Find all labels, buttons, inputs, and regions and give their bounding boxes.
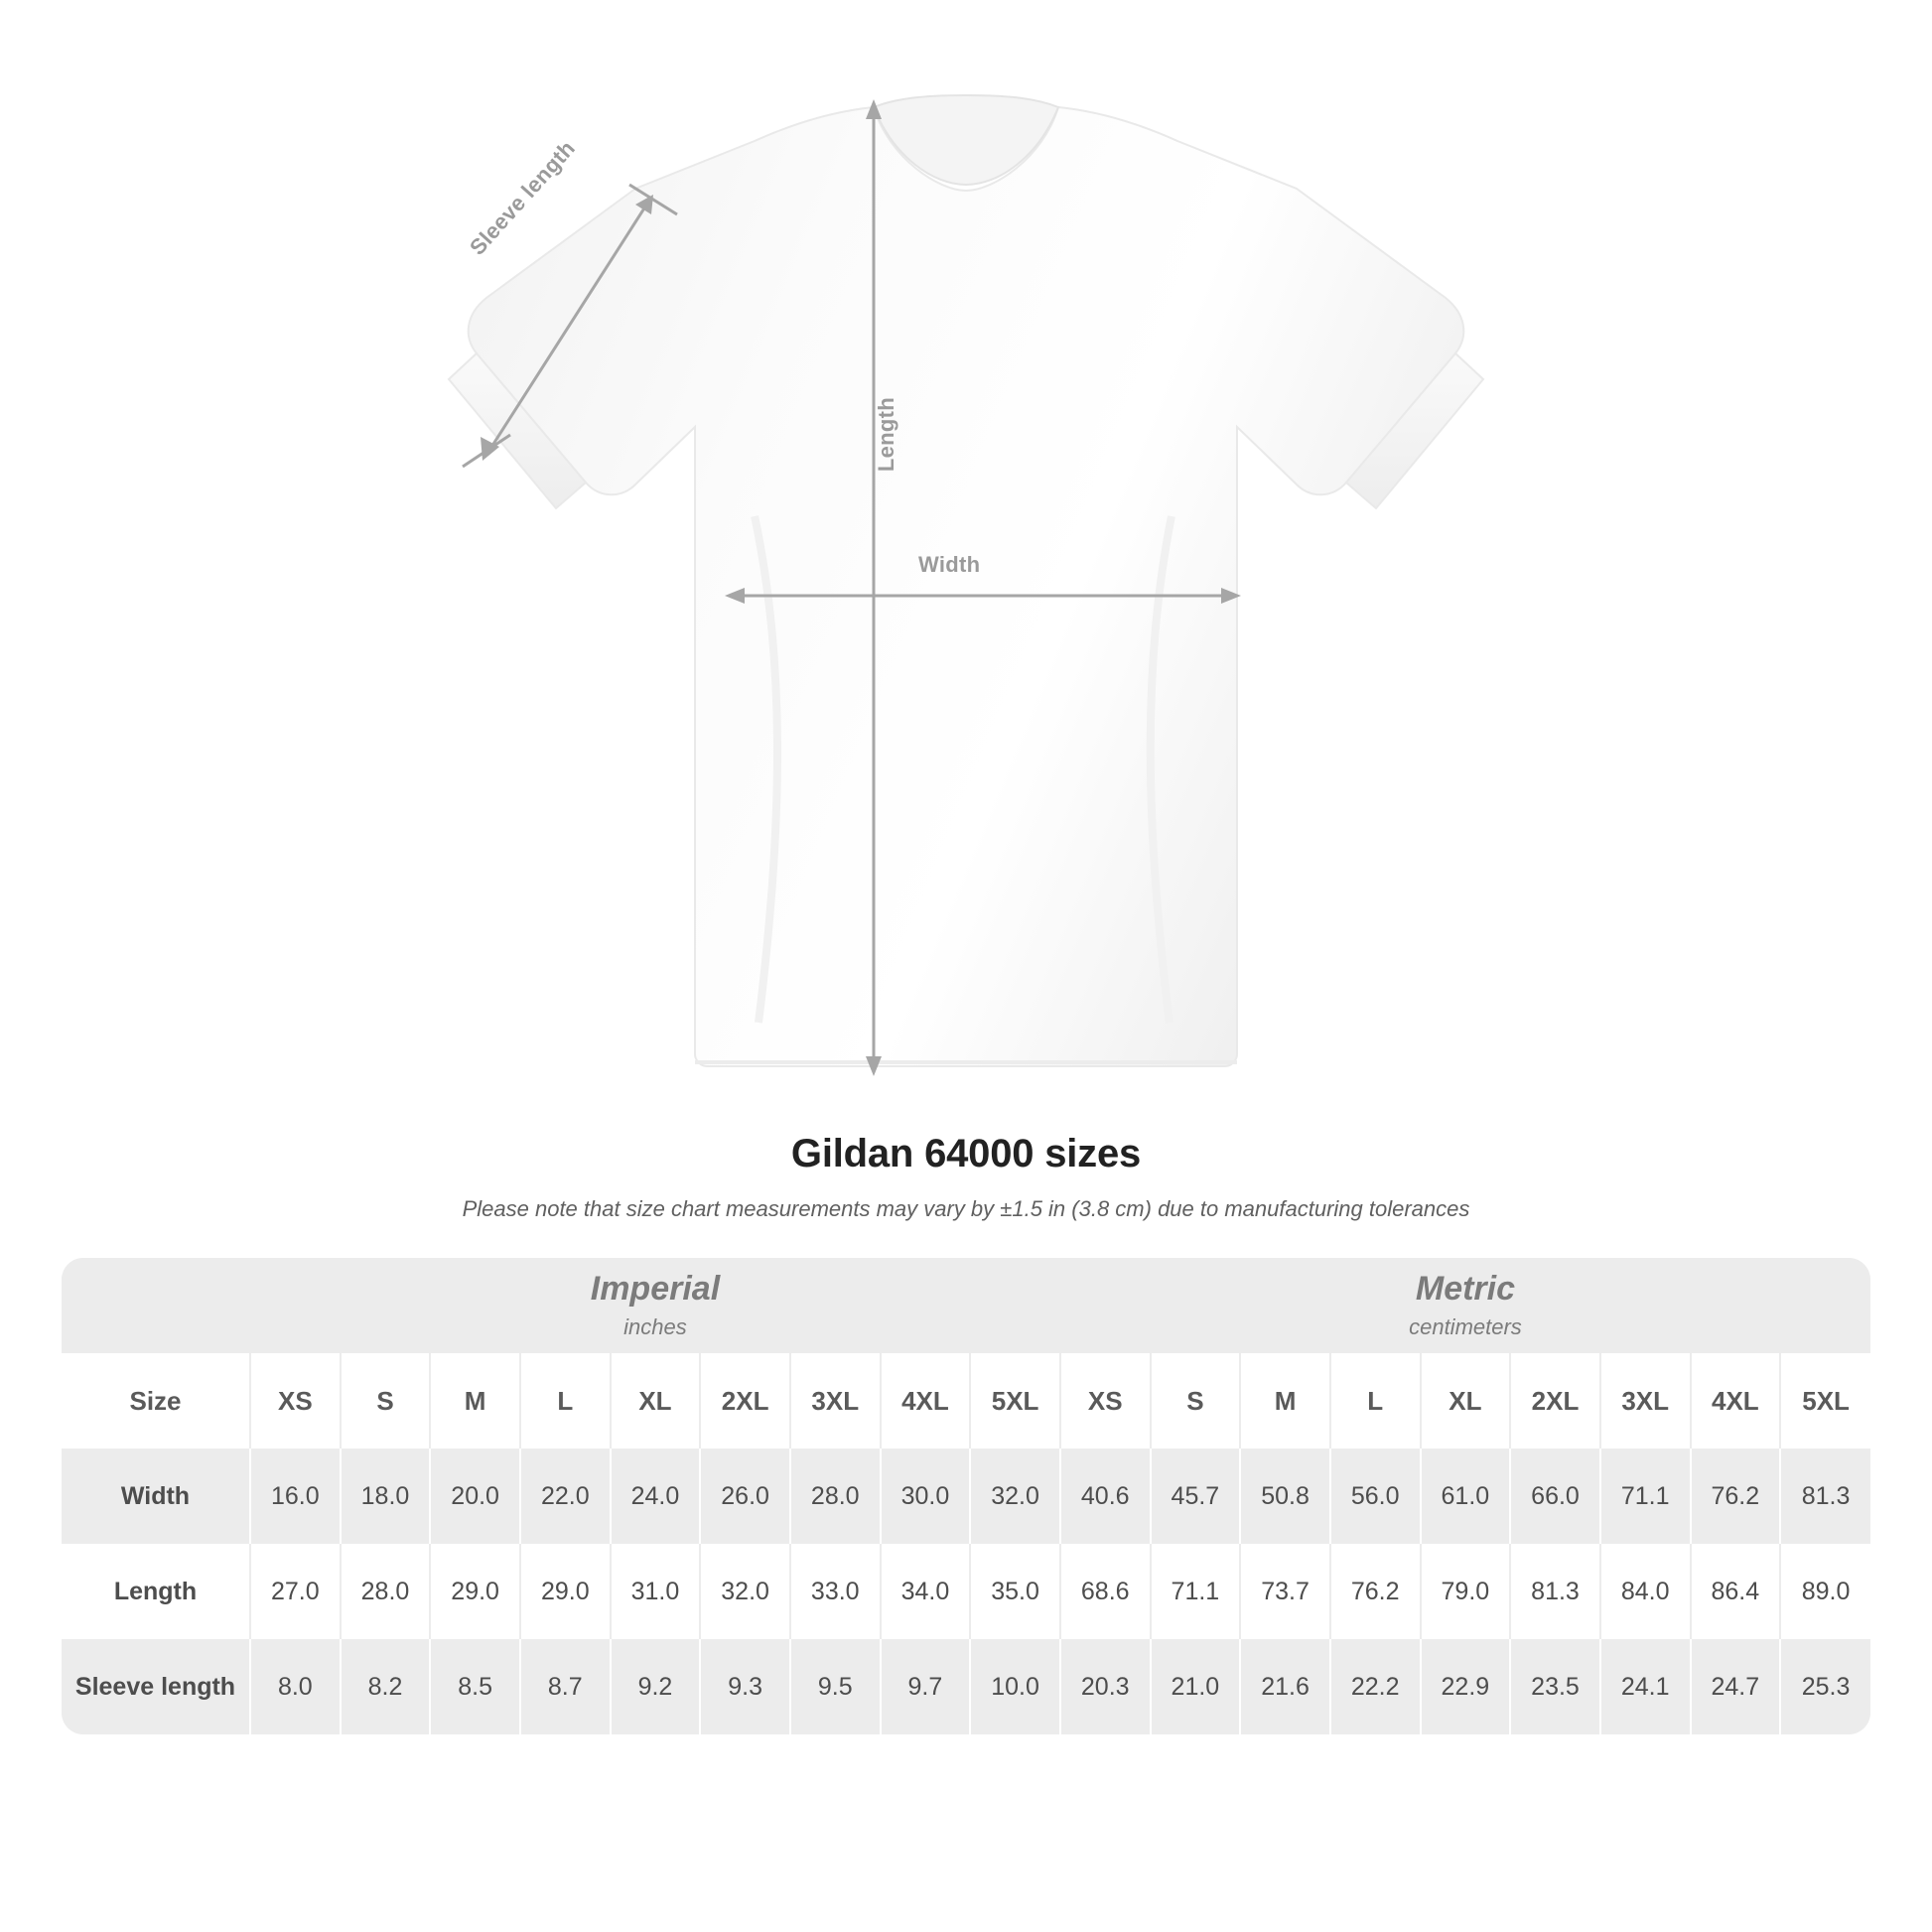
table-cell: 61.0 [1421,1449,1511,1544]
page-title: Gildan 64000 sizes [790,1132,1142,1175]
table-cell: 68.6 [1060,1544,1151,1639]
table-row [62,1449,1870,1544]
table-cell: 18.0 [341,1449,431,1544]
size-header-cell: 3XL [790,1353,881,1449]
unit-name-imperial: Imperial [590,1270,721,1309]
table-cell: 26.0 [700,1449,790,1544]
unit-sub-metric: centimeters [1409,1313,1522,1339]
row-label-length: Length [62,1544,250,1639]
width-label: Width [918,552,981,577]
table-cell: 9.5 [790,1639,881,1734]
table-cell: 30.0 [881,1449,971,1544]
size-header-cell: S [341,1353,431,1449]
sleeve-length-label: Sleeve length [465,135,581,260]
table-cell: 28.0 [341,1544,431,1639]
table-cell: 9.3 [700,1639,790,1734]
table-cell: 9.2 [611,1639,701,1734]
unit-header-blank [62,1258,250,1353]
table-cell: 81.3 [1510,1544,1600,1639]
length-label: Length [874,397,898,473]
unit-header-row [62,1258,1870,1353]
table-cell: 81.3 [1780,1449,1870,1544]
table-cell: 9.7 [881,1639,971,1734]
table-cell: 22.0 [520,1449,611,1544]
table-row [62,1639,1870,1734]
table-cell: 76.2 [1330,1544,1421,1639]
table-cell: 24.7 [1691,1639,1781,1734]
size-header-cell: 2XL [700,1353,790,1449]
size-header-label: Size [62,1353,250,1449]
size-header-cell: XL [611,1353,701,1449]
size-header-cell: XL [1421,1353,1511,1449]
table-cell: 34.0 [881,1544,971,1639]
table-cell: 24.0 [611,1449,701,1544]
size-header-cell: 4XL [1691,1353,1781,1449]
table-cell: 89.0 [1780,1544,1870,1639]
table-cell: 76.2 [1691,1449,1781,1544]
size-header-cell: 5XL [970,1353,1060,1449]
table-cell: 35.0 [970,1544,1060,1639]
size-header-cell: 2XL [1510,1353,1600,1449]
size-header-cell: XS [1060,1353,1151,1449]
table-cell: 40.6 [1060,1449,1151,1544]
table-cell: 8.7 [520,1639,611,1734]
table-cell: 22.2 [1330,1639,1421,1734]
table-cell: 45.7 [1151,1449,1241,1544]
size-header-cell: 4XL [881,1353,971,1449]
table-cell: 23.5 [1510,1639,1600,1734]
table-cell: 73.7 [1240,1544,1330,1639]
tolerance-note: Please note that size chart measurements may vary by ±1.5 in (3.8 cm) due to manufacturing tolerances [462,1196,1470,1221]
unit-sub-imperial: inches [623,1313,687,1339]
table-cell: 8.5 [430,1639,520,1734]
table-cell: 24.1 [1600,1639,1691,1734]
row-label-width: Width [62,1449,250,1544]
table-cell: 32.0 [700,1544,790,1639]
table-cell: 33.0 [790,1544,881,1639]
table-cell: 50.8 [1240,1449,1330,1544]
size-header-cell: S [1151,1353,1241,1449]
size-header-cell: 3XL [1600,1353,1691,1449]
table-cell: 20.3 [1060,1639,1151,1734]
table-cell: 71.1 [1151,1544,1241,1639]
size-header-cell: L [1330,1353,1421,1449]
table-cell: 27.0 [250,1544,341,1639]
table-cell: 10.0 [970,1639,1060,1734]
table-cell: 71.1 [1600,1449,1691,1544]
size-header-cell: XS [250,1353,341,1449]
size-table [62,1258,1870,1734]
heading-block [0,1132,1932,1222]
table-cell: 29.0 [520,1544,611,1639]
size-header-cell: 5XL [1780,1353,1870,1449]
table-cell: 56.0 [1330,1449,1421,1544]
table-cell: 20.0 [430,1449,520,1544]
table-cell: 8.2 [341,1639,431,1734]
size-header-cell: M [430,1353,520,1449]
table-cell: 28.0 [790,1449,881,1544]
unit-name-metric: Metric [1415,1270,1516,1309]
table-cell: 16.0 [250,1449,341,1544]
table-cell: 21.0 [1151,1639,1241,1734]
size-header-cell: L [520,1353,611,1449]
size-table-wrap [62,1258,1870,1734]
table-cell: 84.0 [1600,1544,1691,1639]
table-cell: 22.9 [1421,1639,1511,1734]
table-cell: 32.0 [970,1449,1060,1544]
row-label-sleeve-length: Sleeve length [62,1639,250,1734]
table-cell: 29.0 [430,1544,520,1639]
table-cell: 79.0 [1421,1544,1511,1639]
unit-header-imperial [250,1258,1060,1353]
unit-header-metric [1060,1258,1870,1353]
table-cell: 8.0 [250,1639,341,1734]
table-cell: 66.0 [1510,1449,1600,1544]
size-header-row [62,1353,1870,1449]
table-cell: 21.6 [1240,1639,1330,1734]
table-row [62,1544,1870,1639]
table-cell: 86.4 [1691,1544,1781,1639]
size-header-cell: M [1240,1353,1330,1449]
table-cell: 25.3 [1780,1639,1870,1734]
table-cell: 31.0 [611,1544,701,1639]
